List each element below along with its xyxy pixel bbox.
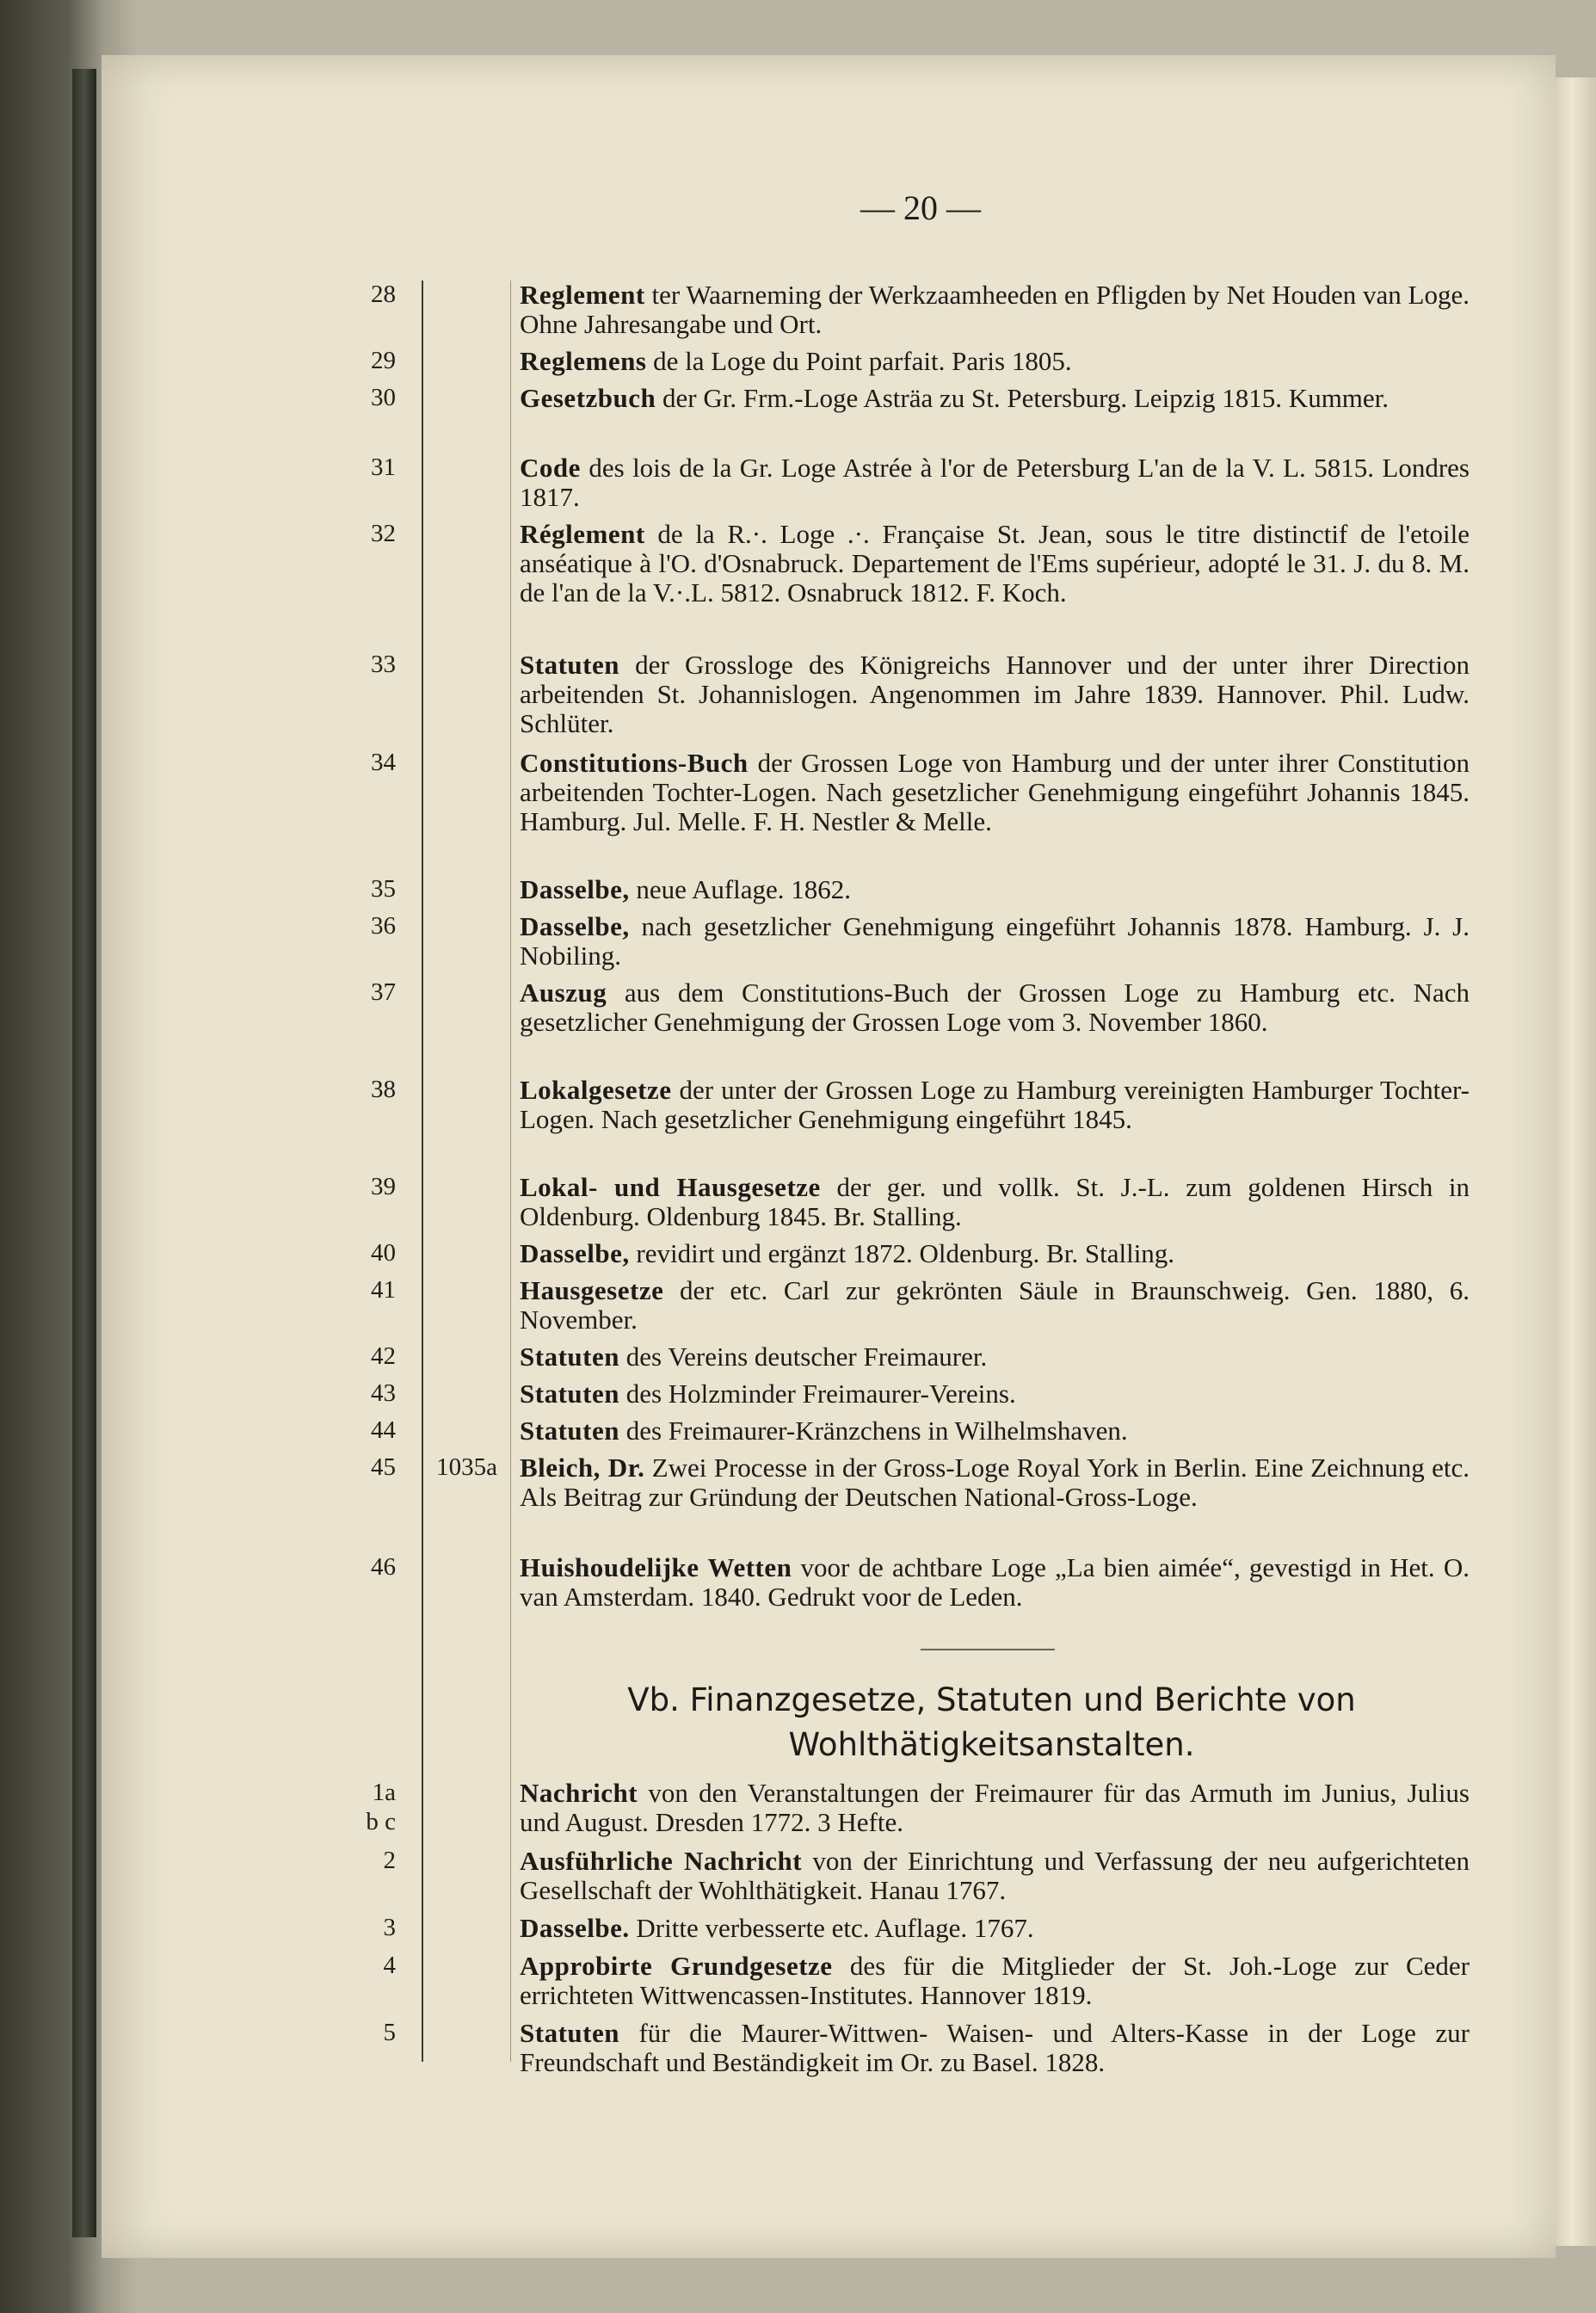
list-item <box>520 453 1470 512</box>
list-item <box>520 347 1470 376</box>
entry-number: 3 <box>383 1914 396 1941</box>
entry-keyword: Statuten <box>520 2018 619 2048</box>
list-item <box>520 1276 1470 1335</box>
entry-number: 41 <box>371 1276 396 1304</box>
entry-text: ter Waarneming der Werkzaamheeden en Pfligden by Net Houden van Loge. Ohne Jahresangabe und Ort. <box>520 280 1470 339</box>
entry-text: des Vereins deutscher Freimaurer. <box>619 1342 988 1372</box>
list-item <box>520 651 1470 738</box>
entry-text: aus dem Constitutions-Buch der Grossen Loge zu Hamburg etc. Nach gesetzlicher Genehmigung der Grossen Loge vom 3. November 1860. <box>520 978 1470 1037</box>
entry-text: der Grossloge des Königreichs Hannover und der unter ihrer Direction arbeitenden St. Johannislogen. Angenommen im Jahre 1839. Hannover. Phil. Ludw. Schlüter. <box>520 650 1470 738</box>
entry-number: 30 <box>371 384 396 411</box>
entry-keyword: Nachricht <box>520 1778 638 1808</box>
entry-keyword: Code <box>520 453 581 483</box>
list-item <box>520 912 1470 971</box>
list-item <box>520 1342 1470 1372</box>
entry-keyword: Lokal- und Hausgesetze <box>520 1172 821 1202</box>
list-item <box>520 2019 1470 2077</box>
next-page-edge <box>1556 77 1596 2246</box>
list-item <box>520 1779 1470 1837</box>
entry-text: der unter der Grossen Loge zu Hamburg vereinigten Hamburger Tochter-Logen. Nach gesetzlicher Genehmigung eingeführt 1845. <box>520 1075 1470 1134</box>
list-item <box>520 1379 1470 1409</box>
entry-text: der ger. und vollk. St. J.-L. zum goldenen Hirsch in Oldenburg. Oldenburg 1845. Br. Stalling. <box>520 1172 1470 1231</box>
entry-keyword: Statuten <box>520 1379 619 1409</box>
entry-text: des Freimaurer-Kränzchens in Wilhelmshaven. <box>619 1416 1128 1446</box>
entry-text: von den Veranstaltungen der Freimaurer für das Armuth im Junius, Julius und August. Dresden 1772. 3 Hefte. <box>520 1778 1470 1837</box>
entry-number: 44 <box>371 1416 396 1444</box>
entry-number: 32 <box>371 520 396 547</box>
page-number: — 20 — <box>860 188 981 227</box>
entry-number: 2 <box>383 1847 396 1874</box>
entry-number: 40 <box>371 1239 396 1267</box>
section-separator <box>921 1649 1055 1650</box>
list-item <box>520 749 1470 836</box>
entry-number: 1a <box>372 1779 396 1806</box>
entry-keyword: Statuten <box>520 1342 619 1372</box>
list-item <box>520 1173 1470 1231</box>
entry-text: der Gr. Frm.-Loge Asträa zu St. Petersburg. Leipzig 1815. Kummer. <box>656 383 1390 413</box>
entry-number: 35 <box>371 875 396 903</box>
entry-text: neue Auflage. 1862. <box>629 874 852 904</box>
entry-number: 38 <box>371 1076 396 1103</box>
entry-keyword: Hausgesetze <box>520 1275 664 1305</box>
entry-keyword: Lokalgesetze <box>520 1075 672 1105</box>
entry-number: 37 <box>371 978 396 1006</box>
entry-number: 29 <box>371 347 396 374</box>
entry-keyword: Approbirte Grundgesetze <box>520 1951 833 1981</box>
entry-number: 45 <box>371 1453 396 1481</box>
entry-number: 42 <box>371 1342 396 1370</box>
column-rule-left <box>422 281 423 2062</box>
entry-text: für die Maurer-Wittwen- Waisen- und Alters-Kasse in der Loge zur Freundschaft und Beständigkeit im Or. zu Basel. 1828. <box>520 2018 1470 2077</box>
list-item <box>520 384 1470 413</box>
entry-keyword: Statuten <box>520 650 619 680</box>
list-item <box>520 1553 1470 1612</box>
entry-text: der Grossen Loge von Hamburg und der unter ihrer Constitution arbeitenden Tochter-Logen. Nach gesetzlicher Genehmigung eingeführt Johannis 1845. Hamburg. Jul. Melle. F. H. Nestler & Melle. <box>520 748 1470 836</box>
list-item <box>520 1416 1470 1446</box>
list-item <box>520 520 1470 608</box>
entry-keyword: Ausführliche Nachricht <box>520 1846 803 1876</box>
entry-keyword: Auszug <box>520 978 607 1008</box>
list-item <box>520 1076 1470 1134</box>
list-item <box>520 1239 1470 1268</box>
entry-text: der etc. Carl zur gekrönten Säule in Braunschweig. Gen. 1880, 6. November. <box>520 1275 1470 1335</box>
entry-number: 34 <box>371 749 396 776</box>
section-heading: Vb. Finanzgesetze, Statuten und Berichte von Wohlthätigkeitsanstalten. <box>627 1681 1356 1763</box>
entry-number: 33 <box>371 651 396 678</box>
entry-keyword: Dasselbe, <box>520 1238 630 1268</box>
list-item <box>520 1847 1470 1905</box>
entry-number: 46 <box>371 1553 396 1581</box>
entry-number: 5 <box>383 2019 396 2046</box>
entry-text: nach gesetzlicher Genehmigung eingeführt Johannis 1878. Hamburg. J. J. Nobiling. <box>520 911 1470 971</box>
entry-number: 28 <box>371 281 396 308</box>
entry-keyword: Huishoudelijke Wetten <box>520 1552 792 1582</box>
entry-text: Zwei Processe in der Gross-Loge Royal York in Berlin. Eine Zeichnung etc. Als Beitrag zur Gründung der Deutschen National-Gross-Loge. <box>520 1453 1470 1512</box>
entry-number-sub: b c <box>366 1808 396 1835</box>
entry-text: de la Loge du Point parfait. Paris 1805. <box>646 346 1072 376</box>
book-spine <box>72 69 96 2237</box>
list-item <box>520 978 1470 1037</box>
entry-keyword: Constitutions-Buch <box>520 748 749 778</box>
entry-text: de la R.·. Loge .·. Française St. Jean, sous le titre distinctif de l'etoile anséatique à l'O. d'Osnabruck. Departement de l'Ems supérieur, adopté le 31. J. du 8. M. de l'an de la V.·.L. 5812. Osnabruck 1812. F. Koch. <box>520 519 1470 608</box>
entry-keyword: Reglemens <box>520 346 647 376</box>
entry-text: von der Einrichtung und Verfassung der neu aufgerichteten Gesellschaft der Wohlthätigkeit. Hanau 1767. <box>520 1846 1470 1905</box>
entry-text: des lois de la Gr. Loge Astrée à l'or de Petersburg L'an de la V. L. 5815. Londres 1817. <box>520 453 1470 512</box>
entry-keyword: Dasselbe, <box>520 874 630 904</box>
list-item <box>520 1914 1470 1943</box>
entry-keyword: Statuten <box>520 1416 619 1446</box>
entry-number: 4 <box>383 1952 396 1979</box>
entry-number: 31 <box>371 453 396 481</box>
entry-number: 39 <box>371 1173 396 1200</box>
entry-text: Dritte verbesserte etc. Auflage. 1767. <box>629 1913 1034 1943</box>
entry-keyword: Dasselbe, <box>520 911 630 941</box>
list-item <box>520 281 1470 339</box>
entry-text: des Holzminder Freimaurer-Vereins. <box>619 1379 1016 1409</box>
list-item <box>520 1453 1470 1512</box>
list-item <box>520 875 1470 904</box>
entry-keyword: Reglement <box>520 280 645 310</box>
column-rule-right <box>510 281 511 2062</box>
sub-number: 1035a <box>436 1453 497 1481</box>
entry-text: des für die Mitglieder der St. Joh.-Loge zur Ceder errichteten Wittwencassen-Institutes. Hannover 1819. <box>520 1951 1470 2010</box>
list-item <box>520 1952 1470 2010</box>
entry-keyword: Bleich, Dr. <box>520 1453 645 1483</box>
entry-number: 36 <box>371 912 396 940</box>
entry-text: voor de achtbare Loge „La bien aimée“, gevestigd in Het. O. van Amsterdam. 1840. Gedrukt voor de Leden. <box>520 1552 1470 1612</box>
entry-number: 43 <box>371 1379 396 1407</box>
entry-keyword: Gesetzbuch <box>520 383 656 413</box>
entry-text: revidirt und ergänzt 1872. Oldenburg. Br. Stalling. <box>629 1238 1175 1268</box>
entry-keyword: Dasselbe. <box>520 1913 630 1943</box>
entry-keyword: Réglement <box>520 519 645 549</box>
